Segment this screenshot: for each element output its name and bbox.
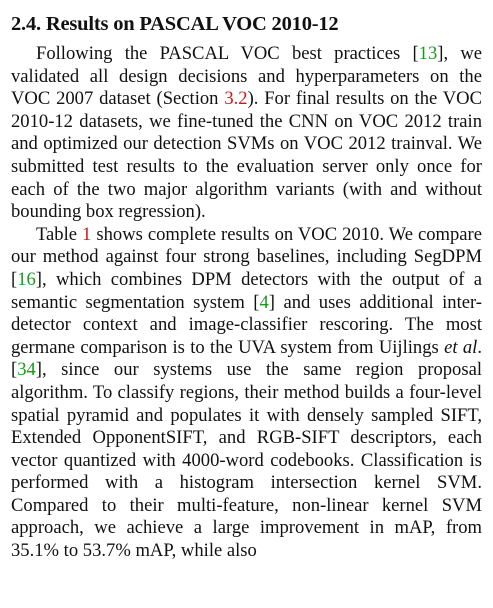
text-run: ], since our systems use the same region proposal algorithm. To classify regions, their method builds a four-level spatial pyramid and populates it with densely sampled SIFT, Extended OpponentSIFT, and RGB-SIFT descriptors, each vector quantized with 4000-word codebooks. Classification is performed with a histogram intersection kernel SVM. Compared to their multi-feature, non-linear kernel SVM approach, we achieve a large improvement in mAP, from 35.1% to 53.7% mAP, while also (11, 359, 482, 562)
citation-link[interactable]: 13 (418, 43, 438, 64)
text-run: shows complete results on VOC 2010. We compare our method against four strong baselines, including SegDPM [ (11, 223, 482, 290)
table-link[interactable]: 1 (82, 223, 92, 245)
text-run: ). For final results on the VOC 2010-12 datasets, we fine-tuned the CNN on VOC 2012 train and optimized our detection SVMs on VOC 2012 trainval. We submitted test results to the evaluation server only once for each of the two major algorithm variants (with and without bounding box regression). (11, 88, 482, 223)
text-run: ], we validated all design decisions and hyperparameters on the VOC 2007 dataset (Section (11, 43, 483, 110)
text-run: ], which combines DPM detectors with the output of a semantic segmentation system [ (11, 268, 482, 313)
text-run: Table (36, 223, 83, 245)
paragraph-2 (11, 224, 482, 563)
citation-link[interactable]: 34 (17, 359, 36, 381)
citation-link[interactable]: 16 (17, 268, 36, 290)
italic-text: et al (444, 336, 478, 358)
text-run: ] and uses additional inter-detector context and image-classifier rescoring. The most germane comparison is to the UVA system from Uijlings (11, 291, 482, 358)
citation-link[interactable]: 4 (259, 291, 269, 313)
paragraph-1 (11, 43, 482, 224)
section-link[interactable]: 3.2 (224, 88, 248, 110)
text-run: . [ (11, 336, 483, 381)
section-number: 2.4. (11, 13, 41, 35)
section-heading (11, 11, 482, 37)
section-title: Results on PASCAL VOC 2010-12 (45, 13, 339, 35)
text-run: Following the PASCAL VOC best practices [ (36, 43, 419, 64)
